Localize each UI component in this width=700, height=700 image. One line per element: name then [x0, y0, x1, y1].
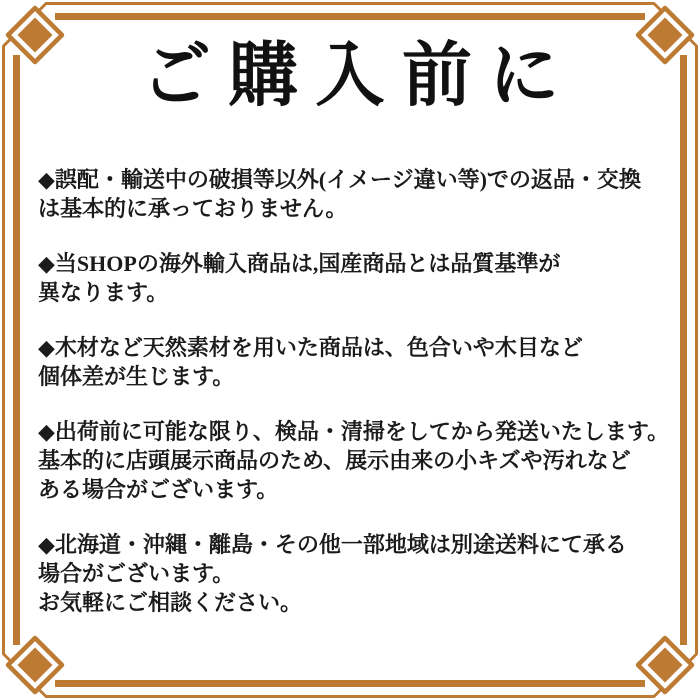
notice-line: は基本的に承っておりません。 [38, 196, 348, 221]
notice-line: ある場合がございます。 [38, 477, 279, 502]
corner-diamond-bottom-right [638, 638, 692, 692]
notice-line: お気軽にご相談ください。 [38, 590, 303, 615]
notice-section-inspection [38, 417, 676, 504]
notice-line: ◆出荷前に可能な限り、検品・清掃をしてから発送いたします。 [38, 419, 670, 444]
notice-line: ◆木材など天然素材を用いた商品は、色合いや木目など [38, 335, 583, 360]
notice-line: 個体差が生じます。 [38, 364, 235, 389]
notice-line: 異なります。 [38, 280, 169, 305]
notice-section-import-quality [38, 249, 676, 307]
notice-line: 場合がございます。 [38, 561, 235, 586]
page-title: ご購入前に [141, 38, 576, 115]
notice-section-shipping-regions [38, 530, 676, 617]
corner-diamond-bottom-left [8, 638, 62, 692]
notice-line: ◆誤配・輸送中の破損等以外(イメージ違い等)での返品・交換 [38, 167, 641, 192]
notice-body [38, 165, 676, 643]
notice-line: ◆北海道・沖縄・離島・その他一部地域は別途送料にて承る [38, 532, 627, 557]
notice-line: ◆当SHOPの海外輸入商品は,国産商品とは品質基準が [38, 251, 561, 276]
notice-section-natural-materials [38, 333, 676, 391]
notice-section-returns [38, 165, 676, 223]
notice-line: 基本的に店頭展示商品のため、展示由来の小キズや汚れなど [38, 448, 631, 473]
